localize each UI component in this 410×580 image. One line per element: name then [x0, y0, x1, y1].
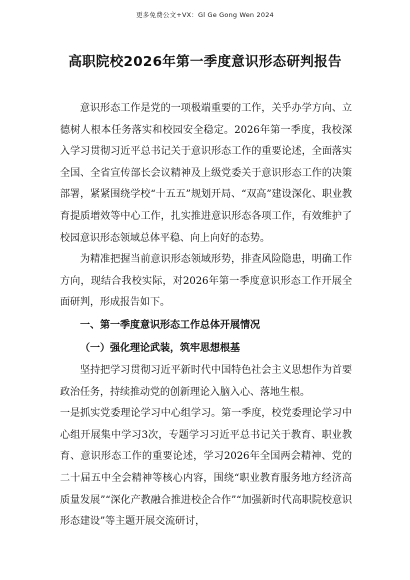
header-note: 更多免费公文+VX：Gl Ge Gong Wen 2024	[136, 11, 274, 19]
body-paragraph: 坚持把学习贯彻习近平新时代中国特色社会主义思想作为首要政治任务，持续推动党的创新理论入脑入心、落地生根。	[60, 364, 352, 398]
body-paragraph: 一是抓实党委理论学习中心组学习。第一季度，校党委理论学习中心组开展集中学习3次，专题学习习近平总书记关于教育、职业教育、意识形态工作的重要论述，学习2026年全国两会精神、党的二十届五中全会精神等核心内容，围绕“职业教育服务地方经济高质量发展”“深化产教融合推进校企合作”“加强新时代高职院校意识形态建设”等主题开展交流研讨，	[60, 408, 352, 528]
subsection-heading: （一）强化理论武装，筑牢思想根基	[80, 342, 240, 354]
document-title: 高职院校2026年第一季度意识形态研判报告	[68, 54, 342, 70]
section-heading: 一、第一季度意识形态工作总体开展情况	[80, 319, 260, 331]
intro-paragraph: 为精准把握当前意识形态领域形势，排查风险隐患，明确工作方向，现结合我校实际，对2026年第一季度意识形态工作开展全面研判，形成报告如下。	[60, 254, 352, 309]
intro-paragraph: 意识形态工作是党的一项极端重要的工作，关乎办学方向、立德树人根本任务落实和校园安全稳定。2026年第一季度，我校深入学习贯彻习近平总书记关于意识形态工作的重要论述，全面落实全国、全省宣传部长会议精神及上级党委关于意识形态工作的决策部署，紧紧围绕学校“十五五”规划开局、“双高”建设深化、职业教育提质增效等中心工作，扎实推进意识形态各项工作，有效维护了校园意识形态领域总体平稳、向上向好的态势。	[60, 103, 352, 244]
document-body	[60, 98, 352, 533]
